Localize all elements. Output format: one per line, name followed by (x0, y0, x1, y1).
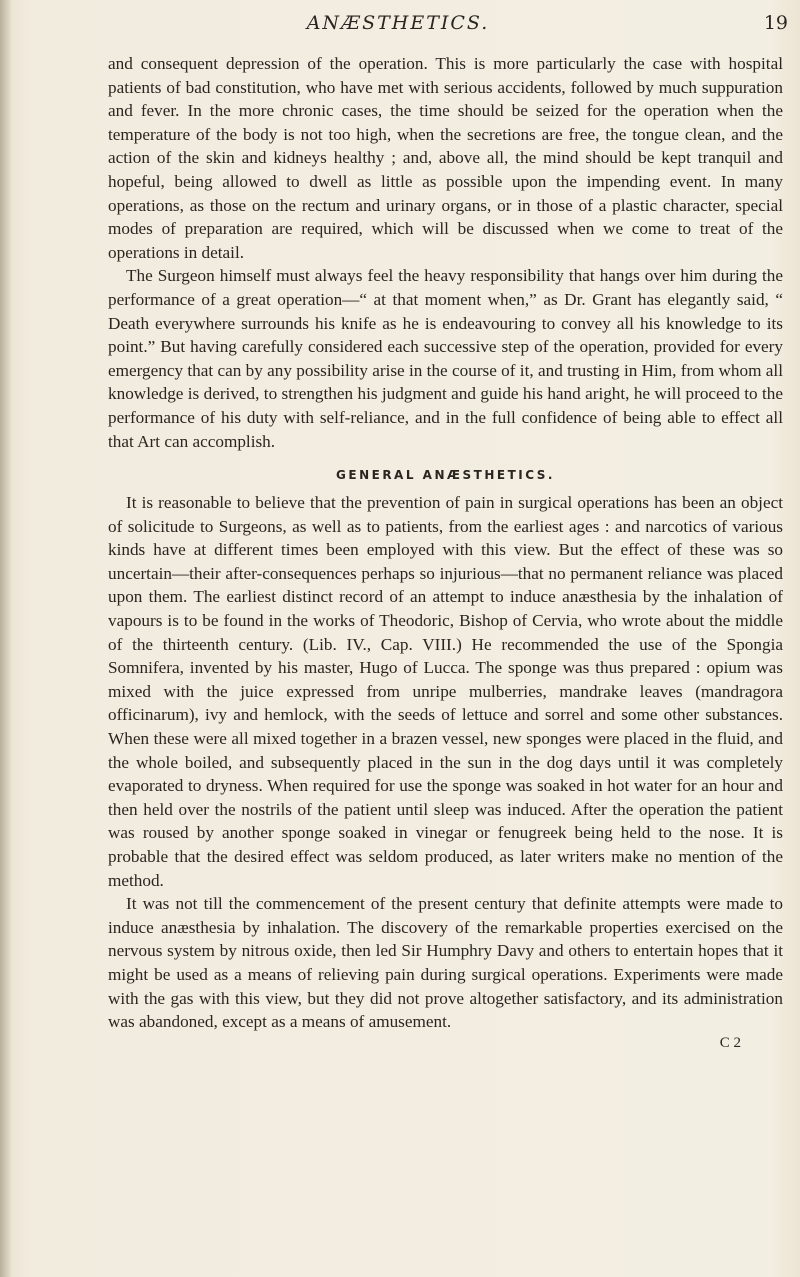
paragraph-nitrous-oxide: It was not till the commencement of the present century that definite attempts were made to induce anæsthesia by inhalation. The discovery of the remarkable properties exercised on the nervous system by nitrous oxide, then led Sir Humphry Davy and others to entertain hopes that it might be used as a means of relieving pain during surgical operations. Experiments were made with the gas with this view, but they did not prove altogether satisfactory, and its administration was abandoned, except as a means of amusement. (108, 894, 783, 1032)
paragraph-history-anaesthesia: It is reasonable to believe that the prevention of pain in surgical operations has been an object of solicitude to Surgeons, as well as to patients, from the earliest ages : and narcotics of various kinds have at different times been employed with this view. But the effect of these was so uncertain—their after-consequences perhaps so injurious—that no permanent reliance was placed upon them. The earliest distinct record of an attempt to induce anæsthesia by the inhalation of vapours is to be found in the works of Theodoric, Bishop of Cervia, who wrote about the middle of the thirteenth century. (Lib. IV., Cap. VIII.) He recommended the use of the Spongia Somnifera, invented by his master, Hugo of Lucca. The sponge was thus prepared : opium was mixed with the juice expressed from unripe mulberries, mandrake leaves (mandragora officinarum), ivy and hemlock, with the seeds of lettuce and sorrel and some other substances. When these were all mixed together in a brazen vessel, new sponges were placed in the fluid, and the whole boiled, and subsequently placed in the sun in the dog days until it was completely evaporated to dryness. When required for use the sponge was soaked in hot water for an hour and then held over the nostrils of the patient until sleep was induced. After the operation the patient was roused by another sponge soaked in vinegar or fenugreek being held to the nose. It is probable that the desired effect was seldom produced, as later writers make no mention of the method. (108, 493, 783, 890)
spine-shadow (0, 0, 12, 1277)
page-header (108, 12, 788, 40)
paragraph-surgeon-responsibility: The Surgeon himself must always feel the heavy responsibility that hangs over him during the performance of a great operation—“ at that moment when,” as Dr. Grant has elegantly said, “ Death everywhere surrounds his knife as he is endeavouring to convey all his knowledge to its point.” But having carefully considered each successive step of the operation, provided for every emergency that can by any possibility arise in the course of it, and trusting in Him, from whom all knowledge is derived, to strengthen his judgment and guide his hand aright, he will proceed to the performance of his duty with self-reliance, and in the full confidence of being able to effect all that Art can accomplish. (108, 266, 783, 451)
paragraph-continued: and consequent depression of the operation. This is more particularly the case with hospital patients of bad constitution, who have met with serious accidents, followed by much suppuration and fever. In the more chronic cases, the time should be seized for the operation when the temperature of the body is not too high, when the secretions are free, the tongue clean, and the action of the skin and kidneys healthy ; and, above all, the mind should be kept tranquil and hopeful, being allowed to dwell as little as possible upon the impending event. In many operations, as those on the rectum and urinary organs, or in those of a plastic character, special modes of preparation are required, which will be discussed when we come to treat of the operations in detail. (108, 54, 783, 262)
section-heading: GENERAL ANÆSTHETICS. (336, 468, 555, 483)
signature-mark: C 2 (719, 1034, 741, 1051)
running-head: ANÆSTHETICS. (306, 12, 490, 34)
body-text (108, 52, 783, 1052)
page-number: 19 (763, 12, 788, 34)
